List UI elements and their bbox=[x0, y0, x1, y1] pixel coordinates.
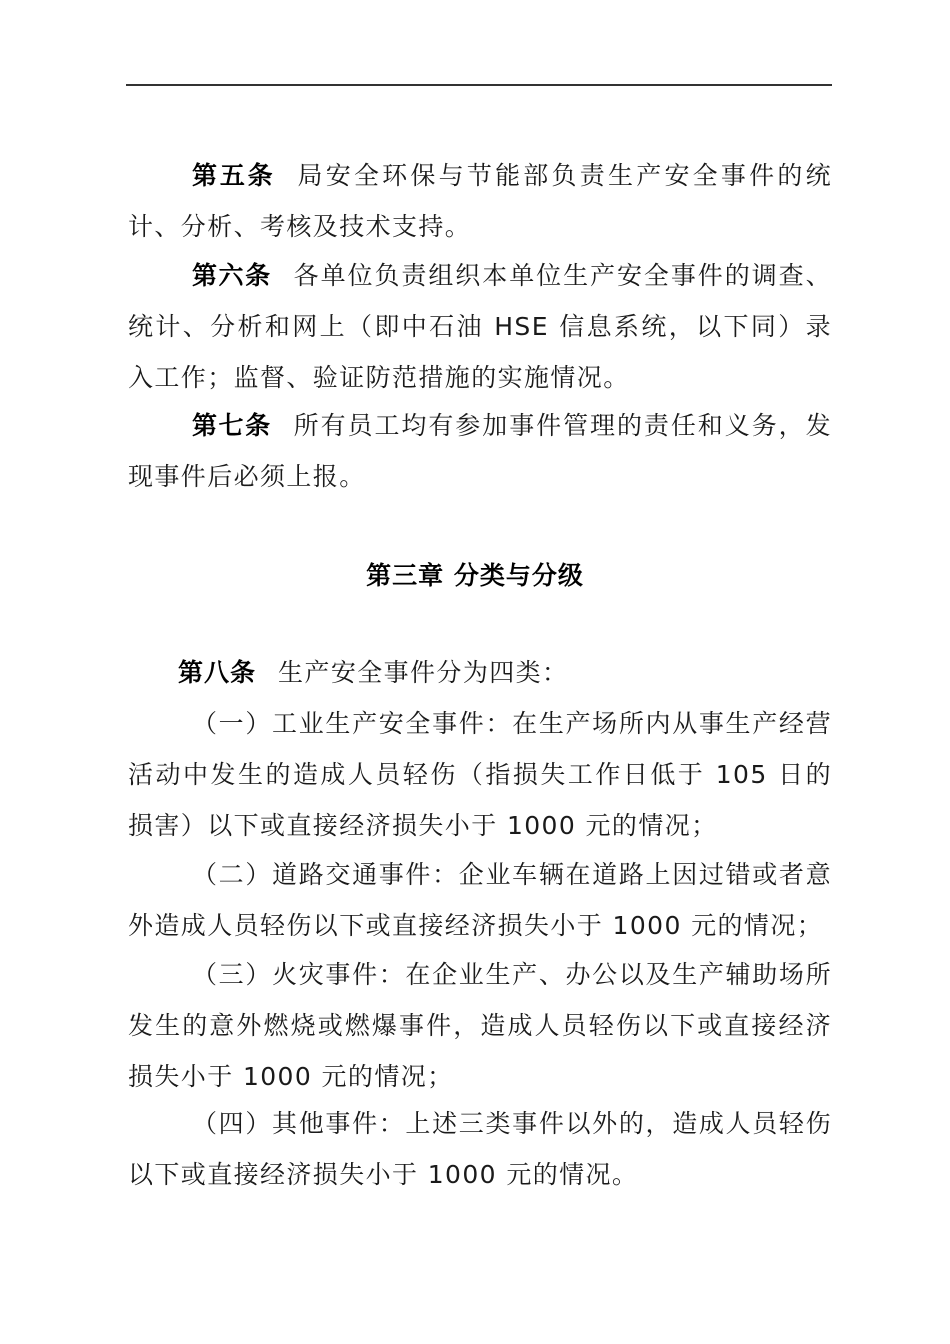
article-6-text: 各单位负责组织本单位生产安全事件的调查、统计、分析和网上（即中石油 HSE 信息系统，以下同）录入工作；监督、验证防范措施的实施情况。 bbox=[128, 261, 832, 392]
article-7-label: 第七条 bbox=[192, 411, 272, 440]
header-rule bbox=[126, 84, 832, 86]
article-6-label: 第六条 bbox=[192, 261, 272, 290]
article-8-item-4: （四）其他事件：上述三类事件以外的，造成人员轻伤以下或直接经济损失小于 1000 元的情况。 bbox=[128, 1109, 832, 1189]
article-8-text: 生产安全事件分为四类： bbox=[278, 658, 569, 687]
article-8-item-1: （一）工业生产安全事件：在生产场所内从事生产经营活动中发生的造成人员轻伤（指损失工作日低于 105 日的损害）以下或直接经济损失小于 1000 元的情况； bbox=[128, 709, 832, 840]
chapter-title: 第三章 分类与分级 bbox=[366, 561, 584, 590]
article-8-item-3: （三）火灾事件：在企业生产、办公以及生产辅助场所发生的意外燃烧或燃爆事件，造成人员轻伤以下或直接经济损失小于 1000 元的情况； bbox=[128, 960, 832, 1091]
article-5 bbox=[128, 150, 832, 252]
article-8-label: 第八条 bbox=[178, 658, 257, 687]
article-8-item-2: （二）道路交通事件：企业车辆在道路上因过错或者意外造成人员轻伤以下或直接经济损失小于 1000 元的情况； bbox=[128, 860, 832, 940]
article-5-label: 第五条 bbox=[192, 161, 276, 190]
article-5-text: 局安全环保与节能部负责生产安全事件的统计、分析、考核及技术支持。 bbox=[128, 161, 832, 241]
article-6 bbox=[128, 250, 832, 403]
article-7-text: 所有员工均有参加事件管理的责任和义务，发现事件后必须上报。 bbox=[128, 411, 832, 491]
article-8 bbox=[128, 647, 832, 698]
article-7 bbox=[128, 400, 832, 502]
